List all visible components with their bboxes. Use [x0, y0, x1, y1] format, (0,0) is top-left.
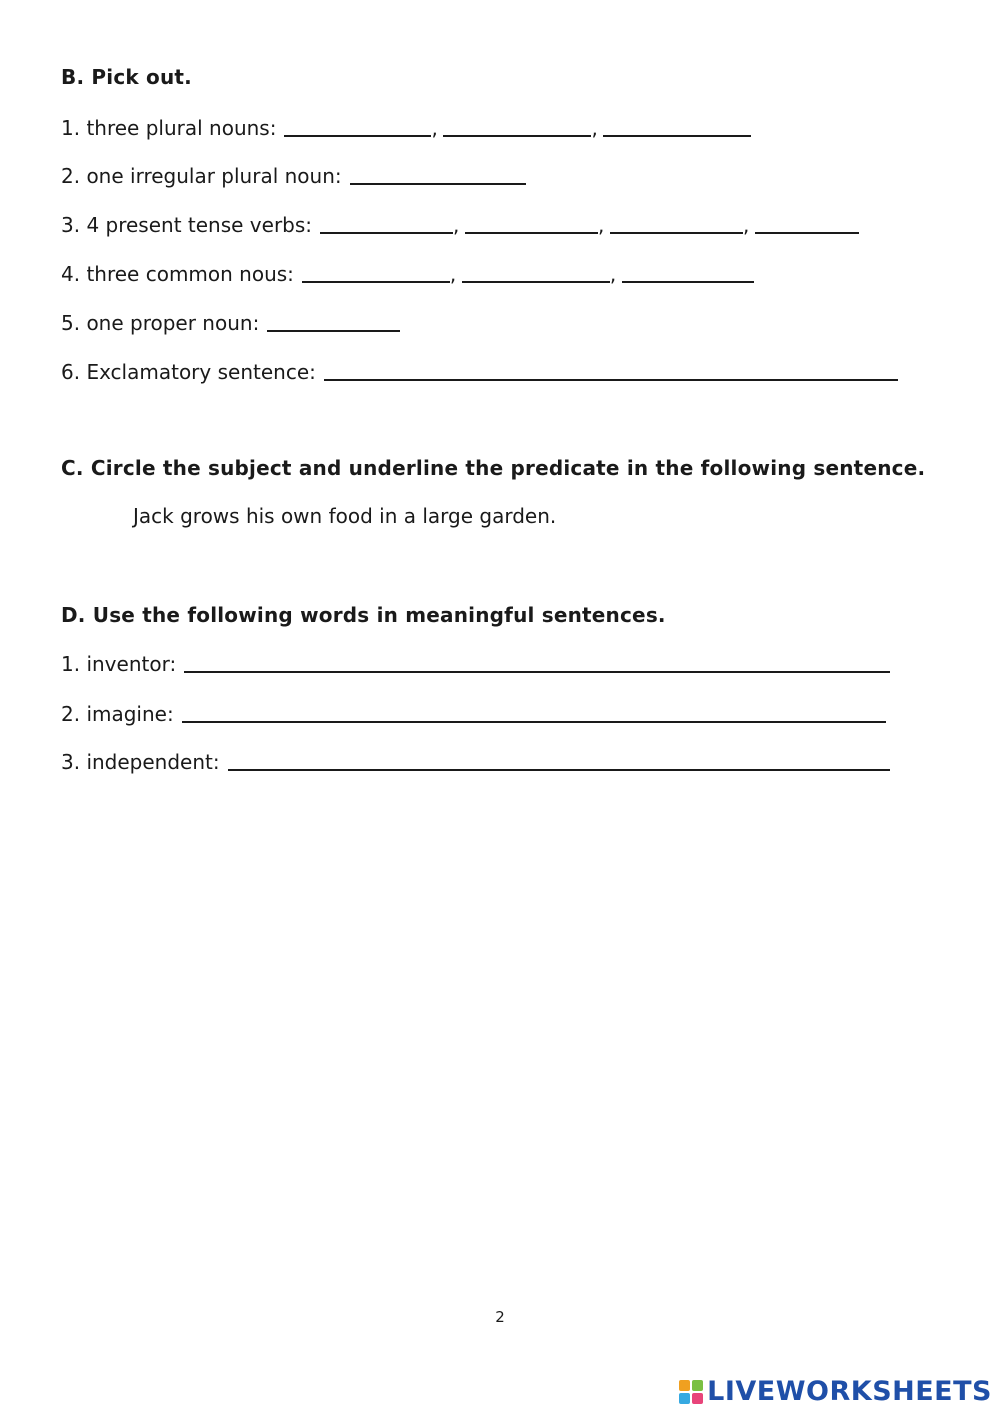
section-b-heading: B. Pick out.: [61, 65, 192, 89]
section-d-heading: D. Use the following words in meaningful sentences.: [61, 603, 666, 627]
section-d-item-1: [61, 650, 890, 676]
answer-blank[interactable]: [324, 379, 898, 381]
answer-blank[interactable]: [603, 135, 751, 137]
item-label: 4. three common nous:: [61, 262, 294, 286]
section-b-item-3: 3. 4 present tense verbs: , , ,: [61, 211, 859, 237]
item-label: 3. 4 present tense verbs:: [61, 213, 313, 237]
item-label: 2. one irregular plural noun:: [61, 164, 342, 188]
answer-blank[interactable]: [320, 232, 453, 234]
item-label: 1. three plural nouns:: [61, 116, 277, 140]
answer-blank[interactable]: [462, 281, 610, 283]
answer-blank[interactable]: [184, 671, 890, 673]
answer-blank[interactable]: [182, 721, 886, 723]
target-sentence[interactable]: Jack grows his own food in a large garden.: [133, 504, 557, 528]
section-b-item-5: [61, 309, 400, 335]
logo-tile: [679, 1380, 690, 1391]
answer-blank[interactable]: [610, 232, 743, 234]
section-c-heading: C. Circle the subject and underline the predicate in the following sentence.: [61, 456, 926, 480]
answer-blank[interactable]: [465, 232, 598, 234]
section-b-item-1: 1. three plural nouns: , ,: [61, 114, 751, 140]
item-label: 6. Exclamatory sentence:: [61, 360, 316, 384]
item-label: 5. one proper noun:: [61, 311, 260, 335]
item-label: 2. imagine:: [61, 702, 174, 726]
answer-blank[interactable]: [622, 281, 754, 283]
section-b-item-6: [61, 358, 898, 384]
answer-blank[interactable]: [284, 135, 431, 137]
section-d-item-2: [61, 700, 886, 726]
item-label: 3. independent:: [61, 750, 220, 774]
logo-tiles-icon: [679, 1380, 703, 1404]
page-number: 2: [495, 1308, 505, 1326]
answer-blank[interactable]: [443, 135, 591, 137]
logo-text: LIVEWORKSHEETS: [707, 1376, 992, 1407]
section-d-item-3: [61, 748, 890, 774]
liveworksheets-logo: [679, 1377, 992, 1407]
answer-blank[interactable]: [228, 769, 890, 771]
logo-tile: [679, 1393, 690, 1404]
answer-blank[interactable]: [267, 330, 400, 332]
logo-tile: [692, 1393, 703, 1404]
section-b-item-4: 4. three common nous: , ,: [61, 260, 754, 286]
answer-blank[interactable]: [350, 183, 526, 185]
logo-tile: [692, 1380, 703, 1391]
section-b-item-2: [61, 162, 526, 188]
answer-blank[interactable]: [755, 232, 859, 234]
item-label: 1. inventor:: [61, 652, 177, 676]
answer-blank[interactable]: [302, 281, 450, 283]
